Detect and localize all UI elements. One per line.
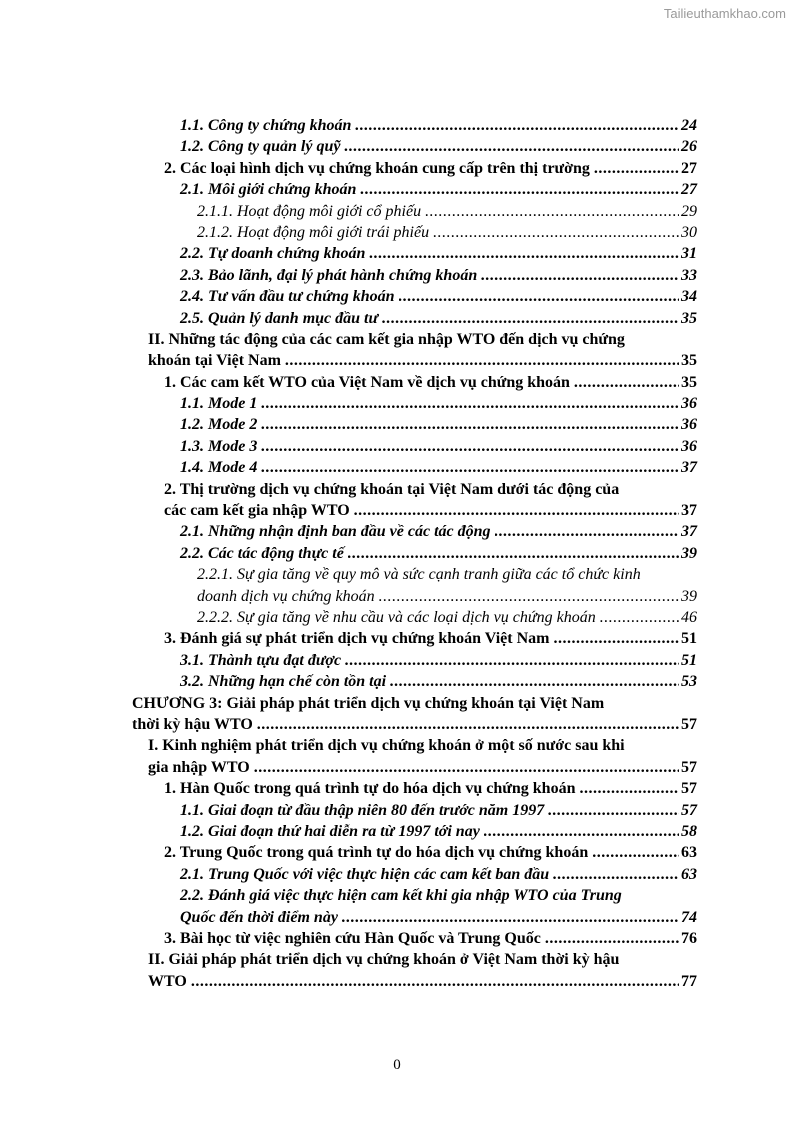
toc-entry[interactable] <box>0 265 794 286</box>
toc-page-number: 37 <box>681 502 697 520</box>
toc-entry-title-line1: 2.2. Đánh giá việc thực hiện cam kết khi gia nhập WTO của Trung <box>180 887 622 905</box>
toc-entry[interactable] <box>0 243 794 264</box>
toc-entry-title-line1: II. Những tác động của các cam kết gia nhập WTO đến dịch vụ chứng <box>148 330 625 348</box>
toc-entry[interactable] <box>0 928 794 949</box>
toc-entry[interactable] <box>0 393 794 414</box>
toc-entry-title: 3.2. Những hạn chế còn tồn tại <box>180 673 387 691</box>
toc-leader <box>548 800 679 821</box>
toc-page-number: 33 <box>681 266 697 284</box>
toc-entry-title: 1.2. Công ty quản lý quỹ <box>180 138 341 156</box>
toc-page-number: 58 <box>681 822 697 840</box>
toc-leader <box>345 650 679 671</box>
toc-leader <box>554 628 680 649</box>
toc-leader <box>481 265 679 286</box>
toc-page-number: 36 <box>681 437 697 455</box>
toc-entry-title: 1.1. Mode 1 <box>180 395 258 413</box>
toc-leader <box>592 842 679 863</box>
toc-page-number: 51 <box>681 651 697 669</box>
toc-leader <box>285 350 679 371</box>
toc-entry[interactable] <box>0 179 794 200</box>
toc-entry-title: 1.1. Giai đoạn từ đầu thập niên 80 đến trước năm 1997 <box>180 801 545 819</box>
toc-entry[interactable] <box>0 564 794 607</box>
toc-entry[interactable] <box>0 115 794 136</box>
toc-entry[interactable] <box>0 286 794 307</box>
toc-entry-title-line1: I. Kinh nghiệm phát triển dịch vụ chứng khoán ở một số nước sau khi <box>148 737 625 755</box>
toc-entry[interactable] <box>0 457 794 478</box>
toc-entry[interactable] <box>0 821 794 842</box>
toc-entry-title: thời kỳ hậu WTO <box>132 715 253 733</box>
toc-leader <box>399 286 679 307</box>
toc-entry-title: Quốc đến thời điểm này <box>180 908 338 926</box>
toc-leader <box>574 372 679 393</box>
toc-page-number: 37 <box>681 459 697 477</box>
toc-entry-title: 2.2. Tự doanh chứng khoán <box>180 245 366 263</box>
toc-entry[interactable] <box>0 671 794 692</box>
toc-page-number: 39 <box>681 587 697 605</box>
toc-page-number: 27 <box>681 159 697 177</box>
toc-entry-title: 1. Các cam kết WTO của Việt Nam về dịch vụ chứng khoán <box>164 373 570 391</box>
toc-entry[interactable] <box>0 521 794 542</box>
toc-page-number: 53 <box>681 673 697 691</box>
toc-leader <box>261 414 679 435</box>
toc-leader <box>495 521 679 542</box>
toc-entry[interactable] <box>0 628 794 649</box>
toc-leader <box>433 222 679 243</box>
toc-entry-title: 1.2. Mode 2 <box>180 416 258 434</box>
toc-leader <box>191 971 679 992</box>
toc-page-number: 57 <box>681 715 697 733</box>
toc-entry[interactable] <box>0 885 794 928</box>
toc-entry-title: 3. Bài học từ việc nghiên cứu Hàn Quốc và Trung Quốc <box>164 929 541 947</box>
toc-entry[interactable] <box>0 800 794 821</box>
toc-page-number: 35 <box>681 352 697 370</box>
toc-leader <box>379 586 679 607</box>
toc-page-number: 46 <box>681 609 697 627</box>
toc-leader <box>257 714 679 735</box>
toc-leader <box>484 821 679 842</box>
toc-entry[interactable] <box>0 329 794 372</box>
toc-entry-title: 2.2.2. Sự gia tăng về nhu cầu và các loại dịch vụ chứng khoán <box>197 609 596 627</box>
toc-page-number: 77 <box>681 972 697 990</box>
toc-page-number: 35 <box>681 373 697 391</box>
toc-leader <box>369 243 679 264</box>
toc-leader <box>579 778 679 799</box>
toc-page-number: 36 <box>681 416 697 434</box>
toc-leader <box>342 907 679 928</box>
toc-page-number: 30 <box>681 223 697 241</box>
toc-entry[interactable] <box>0 222 794 243</box>
toc-entry-title: gia nhập WTO <box>148 758 250 776</box>
toc-page-number: 76 <box>681 929 697 947</box>
toc-entry-title: các cam kết gia nhập WTO <box>164 502 350 520</box>
watermark: Tailieuthamkhao.com <box>663 6 786 21</box>
toc-entry-title: doanh dịch vụ chứng khoán <box>197 587 375 605</box>
toc-entry-title: 1. Hàn Quốc trong quá trình tự do hóa dịch vụ chứng khoán <box>164 780 576 798</box>
toc-entry[interactable] <box>0 414 794 435</box>
toc-entry-title: 2.1. Môi giới chứng khoán <box>180 181 357 199</box>
toc-page-number: 37 <box>681 523 697 541</box>
toc-entry-title-line1: 2. Thị trường dịch vụ chứng khoán tại Việt Nam dưới tác động của <box>164 480 620 498</box>
toc-entry[interactable] <box>0 543 794 564</box>
toc-entry-title: 2.1.2. Hoạt động môi giới trái phiếu <box>197 223 430 241</box>
page-number: 0 <box>393 1057 401 1073</box>
toc-page-number: 57 <box>681 801 697 819</box>
toc-entry-title: 2.5. Quản lý danh mục đầu tư <box>180 309 379 327</box>
toc-entry[interactable] <box>0 372 794 393</box>
toc-page-number: 63 <box>681 844 697 862</box>
toc-entry-title: 1.3. Mode 3 <box>180 437 258 455</box>
toc-entry-title-line1: CHƯƠNG 3: Giải pháp phát triển dịch vụ chứng khoán tại Việt Nam <box>132 694 605 712</box>
toc-page-number: 63 <box>681 865 697 883</box>
toc-page-number: 35 <box>681 309 697 327</box>
toc-leader <box>390 671 679 692</box>
toc-entry[interactable] <box>0 778 794 799</box>
toc-entry[interactable] <box>0 949 794 992</box>
toc-entry[interactable] <box>0 136 794 157</box>
toc-entry-title: 2.1.1. Hoạt động môi giới cổ phiếu <box>197 202 422 220</box>
toc-page-number: 31 <box>681 245 697 263</box>
toc-leader <box>261 393 679 414</box>
toc-page-number: 24 <box>681 117 697 134</box>
toc-page-number: 39 <box>681 544 697 562</box>
toc-entry-title: 1.1. Công ty chứng khoán <box>180 117 352 134</box>
toc-entry[interactable] <box>0 158 794 179</box>
toc-entry[interactable] <box>0 479 794 522</box>
toc-leader <box>553 864 679 885</box>
toc-entry-title: 2.2. Các tác động thực tế <box>180 544 344 562</box>
toc-page-number: 57 <box>681 758 697 776</box>
toc-entry-title-line1: II. Giải pháp phát triển dịch vụ chứng khoán ở Việt Nam thời kỳ hậu <box>148 951 620 969</box>
toc-leader <box>360 179 679 200</box>
toc-leader <box>254 757 679 778</box>
toc-entry[interactable] <box>0 864 794 885</box>
toc-entry-title: 3. Đánh giá sự phát triển dịch vụ chứng khoán Việt Nam <box>164 630 550 648</box>
toc-entry-title: WTO <box>148 972 187 990</box>
toc-entry[interactable] <box>0 436 794 457</box>
toc-leader <box>344 136 679 157</box>
toc-leader <box>600 607 679 628</box>
toc-entry-title: khoán tại Việt Nam <box>148 352 281 370</box>
toc-entry[interactable] <box>0 650 794 671</box>
toc-page-number: 51 <box>681 630 697 648</box>
toc-page-number: 36 <box>681 395 697 413</box>
toc-page-number: 57 <box>681 780 697 798</box>
toc-entry[interactable] <box>0 842 794 863</box>
toc-leader <box>261 436 679 457</box>
toc-leader <box>355 115 679 136</box>
toc-entry-title: 2.3. Bảo lãnh, đại lý phát hành chứng khoán <box>180 266 478 284</box>
toc-entry-title: 2.1. Những nhận định ban đầu về các tác động <box>180 523 491 541</box>
toc-entry-title: 2.4. Tư vấn đầu tư chứng khoán <box>180 288 395 306</box>
toc-page-number: 74 <box>681 908 697 926</box>
toc-leader <box>354 500 679 521</box>
toc-page-number: 29 <box>681 202 697 220</box>
toc-leader <box>425 201 679 222</box>
toc-page-number: 27 <box>681 181 697 199</box>
toc-entry-title: 1.2. Giai đoạn thứ hai diễn ra từ 1997 tới nay <box>180 822 480 840</box>
table-of-contents <box>0 115 794 992</box>
toc-entry[interactable] <box>0 607 794 628</box>
toc-entry[interactable] <box>0 308 794 329</box>
toc-leader <box>594 158 679 179</box>
toc-leader <box>382 308 679 329</box>
toc-entry-title: 2.1. Trung Quốc với việc thực hiện các cam kết ban đầu <box>180 865 550 883</box>
toc-entry-title: 1.4. Mode 4 <box>180 459 258 477</box>
toc-leader <box>348 543 679 564</box>
toc-entry-title-line1: 2.2.1. Sự gia tăng về quy mô và sức cạnh tranh giữa các tổ chức kinh <box>197 566 641 584</box>
toc-leader <box>545 928 679 949</box>
toc-entry[interactable] <box>0 201 794 222</box>
toc-entry-title: 2. Các loại hình dịch vụ chứng khoán cung cấp trên thị trường <box>164 159 590 177</box>
toc-page-number: 26 <box>681 138 697 156</box>
toc-entry-title: 3.1. Thành tựu đạt được <box>180 651 342 669</box>
toc-page-number: 34 <box>681 288 697 306</box>
toc-entry[interactable] <box>0 735 794 778</box>
toc-leader <box>261 457 679 478</box>
toc-entry-title: 2. Trung Quốc trong quá trình tự do hóa dịch vụ chứng khoán <box>164 844 589 862</box>
toc-entry[interactable] <box>0 693 794 736</box>
